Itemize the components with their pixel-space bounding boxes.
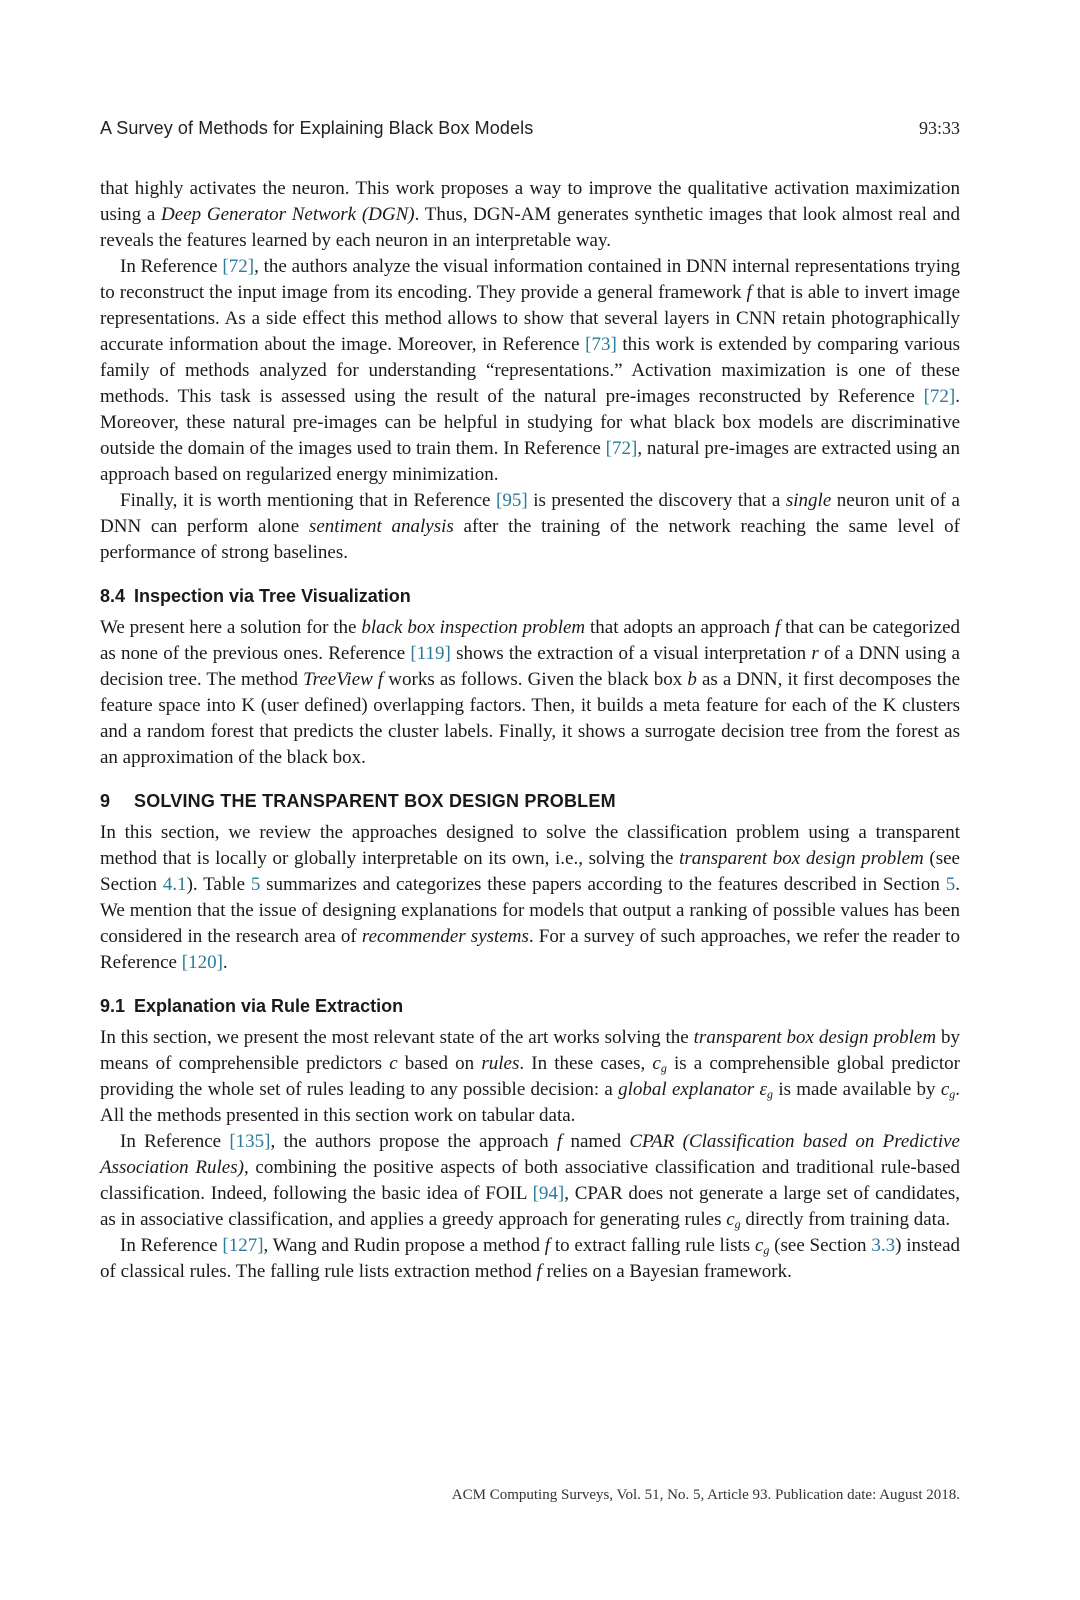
math-symbol: c: [940, 1079, 950, 1100]
math-symbol: f: [536, 1261, 542, 1282]
emphasis-text: black box inspection problem: [361, 617, 586, 638]
text-run: We present here a solution for the: [100, 617, 362, 638]
section-number: 9: [100, 791, 111, 811]
page-footer: ACM Computing Surveys, Vol. 51, No. 5, Article 93. Publication date: August 2018.: [451, 1487, 960, 1503]
paragraph-falling-rule-lists: [100, 1233, 960, 1285]
math-subscript: g: [763, 1243, 770, 1257]
math-symbol: ε: [759, 1079, 768, 1100]
math-subscript: g: [767, 1087, 774, 1101]
text-run: neuron unit of a DNN can perform alone: [100, 490, 960, 537]
emphasis-text: CPAR (Classification based on Predictive Association Rules): [100, 1131, 960, 1178]
text-run: . For a survey of such approaches, we refer the reader to Reference: [100, 926, 960, 973]
text-run: Finally, it is worth mentioning that in Reference: [120, 490, 496, 511]
emphasis-text: global explanator: [618, 1079, 760, 1100]
citation-link[interactable]: [119]: [410, 643, 451, 664]
text-run: . In these cases,: [519, 1053, 653, 1074]
text-run: .: [222, 952, 228, 973]
text-run: In this section, we review the approaches designed to solve the classification problem using a transparent method that is locally or globally interpretable on its own, i.e., solving the: [100, 822, 960, 869]
math-symbol: f: [775, 617, 781, 638]
section-number: 9.1: [100, 996, 126, 1016]
math-symbol: c: [726, 1209, 735, 1230]
paragraph-rule-extraction-intro: [100, 1025, 960, 1129]
text-run: . All the methods presented in this section work on tabular data.: [100, 1079, 960, 1126]
emphasis-text: recommender systems: [361, 926, 529, 947]
text-run: summarizes and categorizes these papers according to the features described in Section: [260, 874, 946, 895]
text-run: is a comprehensible global predictor providing the whole set of rules leading to any possible decision: a: [100, 1053, 960, 1100]
citation-link[interactable]: [120]: [181, 952, 223, 973]
math-symbol: b: [687, 669, 697, 690]
text-run: named: [562, 1131, 630, 1152]
text-run: ) instead of classical rules. The falling rule lists extraction method: [100, 1235, 961, 1282]
text-run: is presented the discovery that a: [527, 490, 786, 511]
text-run: by means of comprehensible predictors: [100, 1027, 961, 1074]
citation-link[interactable]: [73]: [585, 334, 617, 355]
running-head: [100, 118, 960, 139]
section-title: Explanation via Rule Extraction: [134, 996, 404, 1016]
emphasis-text: sentiment analysis: [308, 516, 454, 537]
running-head-title: A Survey of Methods for Explaining Black Box Models: [100, 118, 534, 138]
emphasis-text: transparent box design problem: [679, 848, 924, 869]
paragraph-treeview: [100, 615, 960, 771]
citation-link[interactable]: 4.1: [162, 874, 187, 895]
emphasis-text: single: [785, 490, 832, 511]
paragraph-section-9-intro: [100, 820, 960, 976]
math-subscript: g: [949, 1087, 956, 1101]
paragraph-reference-95: [100, 488, 960, 566]
text-run: works as follows. Given the black box: [383, 669, 688, 690]
citation-link[interactable]: [94]: [532, 1183, 565, 1204]
text-run: as a DNN, it first decomposes the feature space into K (user defined) overlapping factors. Then, it builds a meta feature for each of the K clusters and a random forest that predicts the cluster labels. Finally, it shows a surrogate decision tree from the forest as an approximation of the black box.: [100, 669, 961, 768]
subsection-8-4-heading: [100, 586, 960, 607]
emphasis-text: TreeView f: [303, 669, 384, 690]
text-run: is made available by: [773, 1079, 941, 1100]
paragraph-dgn-am: [100, 176, 960, 254]
citation-link[interactable]: [72]: [605, 438, 638, 459]
emphasis-text: transparent box design problem: [693, 1027, 937, 1048]
text-run: (see Section: [769, 1235, 872, 1256]
math-symbol: c: [389, 1053, 398, 1074]
section-title: SOLVING THE TRANSPARENT BOX DESIGN PROBLEM: [134, 791, 616, 811]
citation-link[interactable]: 3.3: [871, 1235, 896, 1256]
math-symbol: c: [652, 1053, 661, 1074]
text-run: In Reference: [120, 1235, 223, 1256]
math-symbol: f: [746, 282, 752, 303]
text-run: In this section, we present the most relevant state of the art works solving the: [100, 1027, 694, 1048]
text-run: this work is extended by comparing various family of methods analyzed for understanding “representations.” Activation maximization is one of these methods. This task is assessed using the result of the natural pre-images reconstructed by Reference: [100, 334, 961, 407]
math-symbol: f: [544, 1235, 551, 1256]
text-run: relies on a Bayesian framework.: [541, 1261, 792, 1282]
text-run: , Wang and Rudin propose a method: [263, 1235, 545, 1256]
text-run: , the authors analyze the visual information contained in DNN internal representations trying to reconstruct the input image from its encoding. They provide a general framework: [100, 256, 960, 303]
math-subscript: g: [734, 1217, 741, 1231]
text-run: that highly activates the neuron. This work proposes a way to improve the qualitative activation maximization using a: [100, 178, 960, 225]
text-run: , natural pre-images are extracted using an approach based on regularized energy minimization.: [100, 438, 960, 485]
text-run: of a DNN using a decision tree. The method: [100, 643, 960, 690]
citation-link[interactable]: [135]: [229, 1131, 271, 1152]
text-run: . Thus, DGN-AM generates synthetic images that look almost real and reveals the features learned by each neuron in an interpretable way.: [100, 204, 960, 251]
text-run: , the authors propose the approach: [270, 1131, 557, 1152]
paragraph-reference-72: [100, 254, 960, 488]
paragraph-cpar: [100, 1129, 960, 1233]
text-run: directly from training data.: [740, 1209, 951, 1230]
citation-link[interactable]: [72]: [923, 386, 956, 407]
text-run: that is able to invert image representations. As a side effect this method allows to show that several layers in CNN retain photographically accurate information about the image. Moreover, in Reference: [100, 282, 960, 355]
citation-link[interactable]: [95]: [496, 490, 528, 511]
text-run: , CPAR does not generate a large set of candidates, as in associative classification, and applies a greedy approach for generating rules: [100, 1183, 961, 1230]
math-symbol: c: [754, 1235, 764, 1256]
emphasis-text: rules: [481, 1053, 520, 1074]
emphasis-text: Deep Generator Network (DGN): [161, 204, 415, 225]
citation-link[interactable]: [127]: [222, 1235, 264, 1256]
text-run: after the training of the network reaching the same level of performance of strong baselines.: [100, 516, 960, 563]
text-run: . We mention that the issue of designing explanations for models that output a ranking of possible values has been considered in the research area of: [100, 874, 960, 947]
text-run: that can be categorized as none of the previous ones. Reference: [100, 617, 961, 664]
section-number: 8.4: [100, 586, 126, 606]
section-9-heading: [100, 791, 960, 812]
text-run: (see Section: [100, 848, 960, 895]
text-run: In Reference: [120, 256, 223, 277]
text-run: . Moreover, these natural pre-images can be helpful in studying for what black box models are discriminative outside the domain of the images used to train them. In Reference: [100, 386, 960, 459]
citation-link[interactable]: [72]: [222, 256, 255, 277]
math-symbol: f: [556, 1131, 563, 1152]
math-subscript: g: [660, 1061, 667, 1075]
text-run: that adopts an approach: [585, 617, 776, 638]
document-body: [100, 176, 960, 1285]
text-run: , combining the positive aspects of both associative classification and traditional rule-based classification. Indeed, following the basic idea of FOIL: [100, 1157, 960, 1204]
section-title: Inspection via Tree Visualization: [134, 586, 411, 606]
text-run: In Reference: [120, 1131, 230, 1152]
text-run: ). Table: [186, 874, 251, 895]
text-run: shows the extraction of a visual interpretation: [450, 643, 812, 664]
math-symbol: r: [811, 643, 819, 664]
page-number: 93:33: [918, 118, 960, 138]
text-run: to extract falling rule lists: [550, 1235, 755, 1256]
text-run: based on: [397, 1053, 482, 1074]
subsection-9-1-heading: [100, 996, 960, 1017]
citation-link[interactable]: 5: [250, 874, 261, 895]
citation-link[interactable]: 5: [945, 874, 956, 895]
